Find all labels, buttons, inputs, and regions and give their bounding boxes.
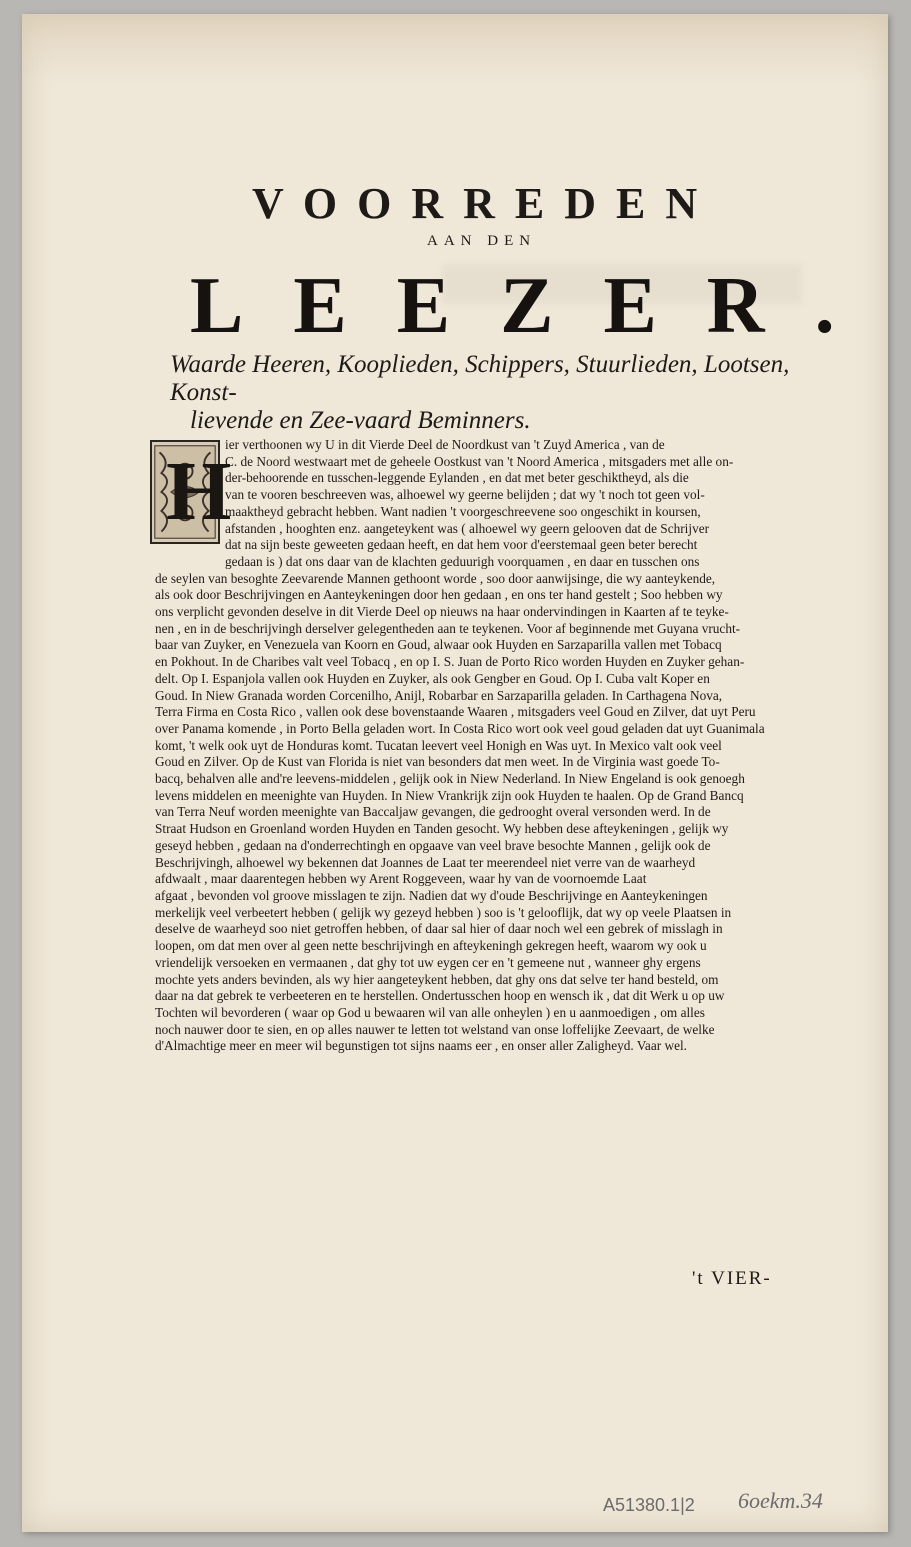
title-voorreden: VOORREDEN — [252, 179, 718, 228]
body-line: Terra Firma en Costa Rico , vallen ook dese bovenstaande Waaren , mitsgaders veel Goud en Zilver, dat uyt Peru — [155, 704, 756, 720]
body-line: mochte yets anders bevinden, als wy hier aangeteykent hebben, dat ghy ons dat selve ter hand besteld, om — [155, 971, 719, 987]
body-line: gedaan is ) dat ons daar van de klachten geduurigh voorquamen , en daar en tusschen ons — [225, 553, 700, 569]
body-line: deselve de waarheyd soo niet getroffen hebben, of daar sal hier of daar noch wel een gebrek of misslagh in — [155, 921, 723, 937]
body-line: de seylen van besoghte Zeevarende Mannen gethoont worde , soo door aanwijsinge, die wy aanteykende, — [155, 570, 716, 586]
initial-letter: H — [166, 445, 232, 538]
body-line: komt, 't welk ook uyt de Honduras komt. Tucatan leevert veel Honigh en Was uyt. In Mexico valt ook veel — [155, 737, 722, 753]
handwritten-inventory-number: A51380.1|2 — [603, 1495, 695, 1515]
address-line-2: lievende en Zee-vaard Beminners. — [190, 407, 531, 434]
body-line: en Pokhout. In de Charibes valt veel Tobacq , en op I. S. Juan de Porto Rico worden Huyden en Zuyker gehan- — [155, 654, 745, 670]
body-line: levens middelen en meenighte van Huyden. In Niew Vrankrijk zijn ook Huyden te haalen. Op de Grand Bancq — [155, 787, 744, 803]
body-line: afdwaalt , maar daarentegen hebben wy Arent Roggeveen, waar hy van de voornoemde Laat — [155, 871, 647, 887]
body-line: afstanden , hooghten enz. aangeteykent was ( alhoewel wy geern gelooven dat de Schrijver — [225, 520, 710, 536]
body-line: merkelijk veel verbeetert hebben ( gelijk wy gezeyd hebben ) soo is 't gelooflijk, dat wy op veele Plaatsen in — [155, 904, 732, 920]
address-line-1: Waarde Heeren, Kooplieden, Schippers, Stuurlieden, Lootsen, Konst- — [170, 351, 790, 406]
body-line: Beschrijvingh, alhoewel wy bekennen dat Joannes de Laat ter meerendeel niet verre van de waarheyd — [155, 854, 696, 870]
subtitle-aan-den: AAN DEN — [427, 233, 537, 249]
body-line: C. de Noord westwaart met de geheele Oostkust van 't Noord America , mitsgaders met alle on- — [225, 453, 734, 469]
body-line: Tochten wil bevorderen ( waar op God u bewaaren wil van alle onheylen ) en u aanmoedigen , om alles — [155, 1004, 705, 1020]
body-line: Goud. In Niew Granada worden Corcenilho, Anijl, Robarbar en Sarzaparilla geladen. In Carthagena Nova, — [155, 687, 723, 703]
body-line: als ook door Beschrijvingen en Aanteykeningen door hen gedaan , en ons ter hand gestelt ; Soo hebben wy — [155, 587, 723, 603]
body-line: vriendelijk versoeken en vermaanen , dat ghy tot uw eygen cer en 't gemeene nut , wanneer ghy ergens — [155, 954, 701, 970]
body-line: dat na sijn beste geweeten gedaan heeft, en dat hem voor d'eerstemaal geen beter berecht — [225, 537, 698, 553]
body-line: delt. Op I. Espanjola vallen ook Huyden en Zuyker, als ook Gengber en Goud. Op I. Cuba valt Koper en — [155, 670, 710, 686]
body-line: maaktheyd gebracht hebben. Want nadien 't voorgeschreevene soo ongeschikt in koursen, — [225, 503, 701, 519]
body-line: baar van Zuyker, en Venezuela van Koorn en Goud, alwaar ook Huyden en Sarzaparilla vallen met Tobacq — [155, 637, 722, 653]
body-line: van Terra Neuf worden meenighte van Baccaljaw gevangen, die gedrooght overal versonden werd. In de — [155, 804, 711, 820]
body-line: van te vooren beschreeven was, alhoewel wy geerne belijden ; dat wy 't noch tot geen vol- — [225, 487, 705, 503]
paper-stain — [22, 14, 888, 84]
catchword: 't VIER- — [692, 1268, 772, 1289]
body-line: noch nauwer door te sien, en op alles nauwer te letten tot welstand van onse loffelijke Zeevaart, de welke — [155, 1021, 715, 1037]
body-line: d'Almachtige meer en meer wil begunstigen tot sijns naams eer , en onser aller Zaligheyd. Vaar wel. — [155, 1038, 688, 1054]
body-line: bacq, behalven alle and're leevens-middelen , gelijk ook in Niew Nederland. In Niew Engeland is ook genoegh — [155, 771, 745, 787]
handwritten-shelfmark: 6oekm.34 — [738, 1488, 823, 1513]
body-line: geseyd hebben , gedaan na d'onderrechtingh en opgaave van veel brave besochte Mannen , gelijk ook de — [155, 837, 711, 853]
address-line — [170, 351, 830, 435]
body-line: ier verthoonen wy U in dit Vierde Deel de Noordkust van 't Zuyd America , van de — [225, 437, 665, 452]
title-leezer: LEEZER. — [190, 262, 885, 350]
body-line: loopen, om dat men over al geen nette beschrijvingh en afteykeningh gekregen heeft, waarom wy ook u — [155, 938, 707, 954]
body-line: Straat Hudson en Groenland worden Huyden en Tanden gesocht. Wy hebben dese afteykeningen , gelijk wy — [155, 821, 729, 837]
body-line: ons verplicht gevonden deselve in dit Vierde Deel op nieuws na haar ondervindingen in Kaarten af te teyke- — [155, 604, 729, 620]
body-line: afgaat , bevonden vol groove misslagen te zijn. Nadien dat wy d'oude Beschrijvinge en Aanteykeningen — [155, 887, 708, 903]
document-page — [22, 14, 888, 1532]
body-line: nen , en in de beschrijvingh derselver gelegentheden aan te teykenen. Voor af beginnende met Guyana vrucht- — [155, 620, 741, 636]
body-line: Goud en Zilver. Op de Kust van Florida is niet van besonders dat men weet. In de Virginia wast goede To- — [155, 754, 720, 770]
body-line: over Panama komende , in Porto Bella geladen wort. In Costa Rico wort ook veel goud geladen dat uyt Guanimala — [155, 720, 765, 736]
preface-body — [155, 437, 820, 1055]
body-line: daar na dat gebrek te verbeeteren en te herstellen. Ondertusschen hoop en wensch ik , dat dit Werk u op uw — [155, 988, 725, 1004]
body-line: der-behoorende en tusschen-leggende Eylanden , en dat met beter geschiktheyd, als die — [225, 470, 689, 486]
